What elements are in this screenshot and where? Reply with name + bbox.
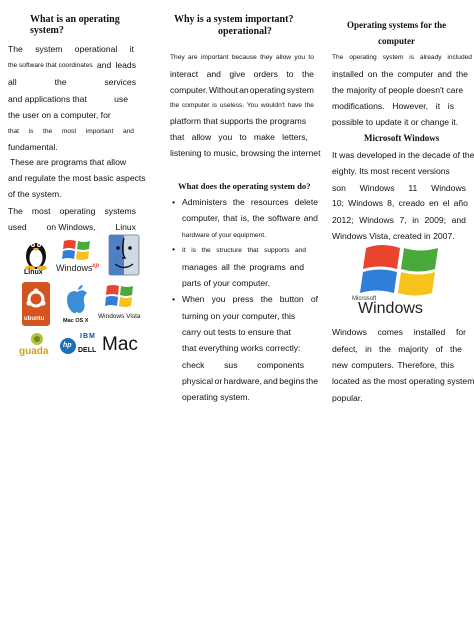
text-word: el	[442, 198, 450, 208]
text-word: it	[435, 101, 441, 111]
text-word: It	[182, 247, 186, 254]
text-word: system	[382, 54, 404, 61]
text-word: They	[170, 54, 185, 61]
bullet-dot-1: •	[172, 197, 176, 207]
text-word: Windows	[359, 183, 395, 193]
text-word: on	[367, 69, 378, 79]
text-word: structure	[216, 247, 242, 254]
text-word: software	[267, 213, 301, 223]
text-word: make	[253, 132, 275, 142]
text-word: an	[239, 85, 249, 95]
text-word: used	[8, 222, 27, 232]
text-word: the	[201, 247, 211, 254]
text-word: give	[229, 69, 246, 79]
text-line	[170, 116, 306, 127]
text-word: 2012;	[332, 215, 354, 225]
text-word: of the system.	[8, 189, 62, 199]
text-word: and	[294, 247, 306, 254]
text-word: this	[440, 360, 454, 370]
text-word: carry out tests to ensure that	[182, 327, 291, 337]
text-word: that	[247, 247, 259, 254]
text-line	[8, 126, 134, 137]
heading-why-important-line2: operational?	[218, 26, 272, 37]
text-word: Without	[208, 85, 238, 95]
text-word: you	[211, 294, 226, 304]
mac-os-x-logo: Mac OS X	[62, 282, 92, 330]
text-word: is	[191, 247, 196, 254]
text-word: majority	[398, 344, 429, 354]
text-word: The	[8, 44, 23, 54]
text-word: orders	[253, 69, 278, 79]
text-word: computer	[181, 102, 210, 109]
text-word: manages	[182, 262, 218, 272]
text-word: the	[233, 262, 246, 272]
text-word: use	[114, 94, 128, 104]
text-word: and	[303, 213, 318, 223]
microsoft-windows-logo: Microsoft Windows	[350, 242, 450, 318]
text-word: platform that supports the programs	[170, 116, 307, 126]
text-line	[8, 60, 136, 71]
text-line	[8, 94, 128, 105]
text-word: año	[453, 198, 468, 208]
text-word: Windows	[332, 327, 367, 337]
text-word: is	[28, 128, 34, 135]
text-word: wouldn't	[260, 102, 285, 109]
text-word: important	[200, 54, 229, 61]
text-word: allow	[275, 54, 292, 61]
text-word: turning on your computer, this	[182, 311, 296, 321]
text-line	[332, 85, 463, 96]
windows-xp-logo: Windows xp	[54, 238, 100, 278]
text-word: and	[206, 69, 221, 79]
text-word: 10;	[332, 198, 344, 208]
text-word: that everything works correctly:	[182, 343, 301, 353]
text-word: have	[287, 102, 302, 109]
text-word: in	[412, 215, 419, 225]
text-word: are	[188, 54, 198, 61]
text-word: services	[104, 77, 136, 87]
text-word: physical	[182, 376, 214, 386]
text-line	[170, 148, 320, 159]
text-word: eighty. Its most recent versions	[332, 166, 450, 176]
bullet-dot-3: •	[172, 294, 176, 304]
bullet-dot-2: •	[172, 244, 176, 254]
text-line	[182, 213, 318, 224]
text-line	[8, 206, 136, 217]
linux-tux-logo: Linux	[22, 236, 50, 278]
text-word: and	[122, 128, 134, 135]
text-word: they	[260, 54, 273, 61]
text-word: to	[239, 132, 247, 142]
text-word: installed	[413, 327, 446, 337]
text-word: It was developed in the decade of the	[332, 150, 474, 160]
text-word: you	[294, 54, 306, 61]
text-word: the software that coordinates	[8, 62, 93, 69]
text-word: Therefore,	[397, 360, 438, 370]
text-line	[182, 327, 291, 338]
text-line	[332, 393, 363, 404]
text-word: modifications.	[332, 101, 385, 111]
text-word: is,	[240, 213, 250, 223]
text-word: en	[428, 198, 439, 208]
text-word: 7,	[399, 215, 407, 225]
text-word: computer	[397, 69, 434, 79]
heading-what-is-os: What is an operating system?	[30, 14, 120, 36]
text-word: The	[332, 54, 344, 61]
text-word: or	[214, 376, 223, 386]
text-word: leads	[115, 60, 136, 70]
text-word: defect,	[332, 344, 358, 354]
text-word: most	[61, 128, 77, 135]
text-line	[170, 52, 314, 63]
text-word: sus	[224, 360, 238, 370]
text-word: systems	[104, 206, 136, 216]
text-line	[182, 376, 318, 387]
text-word: and	[289, 262, 304, 272]
mac-finder-logo	[108, 234, 140, 276]
text-line	[170, 69, 314, 80]
text-word: it	[129, 44, 134, 54]
text-word: comes	[377, 327, 403, 337]
text-word: Windows	[359, 215, 394, 225]
text-word: you	[218, 132, 233, 142]
text-word: the	[449, 344, 462, 354]
text-word: hardware of your equipment.	[182, 232, 266, 239]
subheading-what-does-os-do: What does the operating system do?	[178, 181, 311, 191]
mac-logo-text: Mac	[102, 334, 138, 355]
text-word: the	[252, 213, 265, 223]
subheading-microsoft-windows: Microsoft Windows	[364, 133, 440, 143]
text-word: computers.	[351, 360, 394, 370]
text-line	[332, 327, 466, 338]
text-line	[332, 101, 454, 112]
text-word: most	[31, 206, 51, 216]
text-word: Linux	[115, 222, 136, 232]
text-word: the	[302, 69, 314, 79]
text-word: and applications that	[8, 94, 87, 104]
text-word: 8,	[387, 198, 395, 208]
text-word: button	[279, 294, 304, 304]
text-word: 11	[408, 183, 418, 193]
text-word: and	[451, 215, 466, 225]
text-word: that	[170, 132, 185, 142]
text-word: to	[286, 69, 294, 79]
text-word: the	[54, 77, 67, 87]
text-word: press	[232, 294, 254, 304]
text-line	[332, 344, 462, 355]
text-word: is	[212, 102, 218, 109]
text-word: the	[232, 197, 245, 207]
text-word: Windows Vista, created in 2007.	[332, 231, 455, 241]
text-line	[8, 173, 146, 184]
text-word: of	[310, 294, 318, 304]
text-word: system	[35, 44, 63, 54]
text-line	[182, 262, 304, 273]
text-line	[182, 245, 306, 256]
text-line	[332, 117, 458, 128]
text-word: delete	[294, 197, 318, 207]
text-word: allow	[191, 132, 212, 142]
text-line	[182, 392, 250, 403]
text-word: popular.	[332, 393, 363, 403]
text-word: installed	[332, 69, 364, 79]
text-word: You	[246, 102, 259, 109]
text-line	[182, 343, 300, 354]
text-word: operating system.	[182, 392, 250, 402]
text-word: the	[260, 294, 273, 304]
text-word: However,	[392, 101, 429, 111]
text-word: Windows	[348, 198, 383, 208]
text-word: computer.	[170, 85, 208, 95]
text-word: and	[96, 60, 112, 70]
text-word: is	[409, 54, 415, 61]
text-line	[332, 231, 455, 242]
text-word: fundamental.	[8, 142, 58, 152]
text-word: because	[231, 54, 257, 61]
text-word: the	[304, 102, 314, 109]
text-word: operating	[249, 85, 286, 95]
text-word: of	[435, 344, 443, 354]
text-word: already	[419, 54, 442, 61]
text-word: the	[381, 69, 394, 79]
text-word: interact	[170, 69, 199, 79]
text-line	[182, 294, 318, 305]
text-word: included	[447, 54, 472, 61]
text-line	[10, 157, 126, 168]
text-word: and	[437, 69, 452, 79]
text-word: operating	[59, 206, 96, 216]
text-line	[8, 189, 62, 200]
text-word: new	[332, 360, 348, 370]
text-word: all	[221, 262, 230, 272]
text-word: possible to update it or change it.	[332, 117, 459, 127]
text-word: the majority of people doesn't care	[332, 85, 464, 95]
text-word: supports	[264, 247, 290, 254]
text-line	[182, 311, 295, 322]
text-word: system	[286, 85, 314, 95]
text-line	[182, 230, 266, 241]
text-word: for	[455, 327, 466, 337]
text-word: on Windows,	[46, 222, 96, 232]
text-line	[8, 110, 111, 121]
ubuntu-logo: ubuntu	[22, 282, 50, 334]
text-word: operational	[74, 44, 118, 54]
text-word: programs	[249, 262, 286, 272]
text-word: the	[43, 128, 53, 135]
text-word: operating	[349, 54, 377, 61]
heading-os-for-computer-line2: computer	[378, 36, 415, 46]
text-word: check	[182, 360, 205, 370]
text-word: components	[257, 360, 304, 370]
windows-vista-logo: Windows Vista	[98, 282, 142, 330]
text-line	[8, 222, 136, 233]
text-line	[182, 278, 270, 289]
text-word: is	[447, 101, 454, 111]
text-line	[8, 142, 58, 153]
hp-ibm-dell-logos: hp IBM DELL	[58, 330, 98, 362]
text-word: the user on a computer, for	[8, 110, 111, 120]
text-word: creado	[398, 198, 425, 208]
text-line	[182, 360, 304, 371]
text-line	[332, 360, 454, 371]
text-word: all	[8, 77, 17, 87]
text-line	[332, 69, 468, 80]
text-word: The	[8, 206, 23, 216]
text-word: and	[263, 376, 278, 386]
text-word: the	[379, 344, 391, 354]
text-word: listening to music, browsing the internet	[170, 148, 321, 158]
text-line	[8, 77, 136, 88]
text-word: that	[223, 213, 238, 223]
text-word: resources	[250, 197, 289, 207]
text-line	[332, 183, 466, 194]
heading-why-important: Why is a system important?	[174, 14, 294, 25]
text-line	[332, 198, 468, 209]
guada-logo: guada	[18, 332, 56, 362]
text-line	[332, 150, 474, 161]
text-word: son	[332, 183, 346, 193]
text-word: to	[308, 54, 314, 61]
text-word: Administers	[182, 197, 227, 207]
text-line	[8, 44, 134, 55]
text-word: that	[8, 128, 19, 135]
text-word: the	[306, 376, 318, 386]
text-word: 2009;	[424, 215, 447, 225]
text-word: hardware,	[223, 376, 262, 386]
text-word: When	[182, 294, 205, 304]
text-word: begins	[279, 376, 305, 386]
text-line	[332, 52, 472, 63]
text-word: useless.	[219, 102, 245, 109]
text-word: computer,	[182, 213, 220, 223]
text-line	[332, 166, 450, 177]
text-word: the	[170, 102, 180, 109]
text-line	[332, 215, 466, 226]
text-line	[170, 85, 314, 96]
text-line	[332, 376, 474, 387]
text-word: letters,	[282, 132, 308, 142]
text-word: Windows	[431, 183, 466, 193]
text-word: in	[365, 344, 372, 354]
text-word: the	[456, 69, 468, 79]
text-word: These are programs that allow	[10, 157, 127, 167]
heading-os-for-computer: Operating systems for the	[347, 20, 447, 30]
text-line	[182, 197, 318, 208]
text-word: important	[85, 128, 114, 135]
text-line	[170, 100, 314, 111]
text-word: and regulate the most basic aspects	[8, 173, 146, 183]
text-word: located as the most operating system	[332, 376, 474, 386]
text-line	[170, 132, 308, 143]
text-word: parts of your computer.	[182, 278, 270, 288]
